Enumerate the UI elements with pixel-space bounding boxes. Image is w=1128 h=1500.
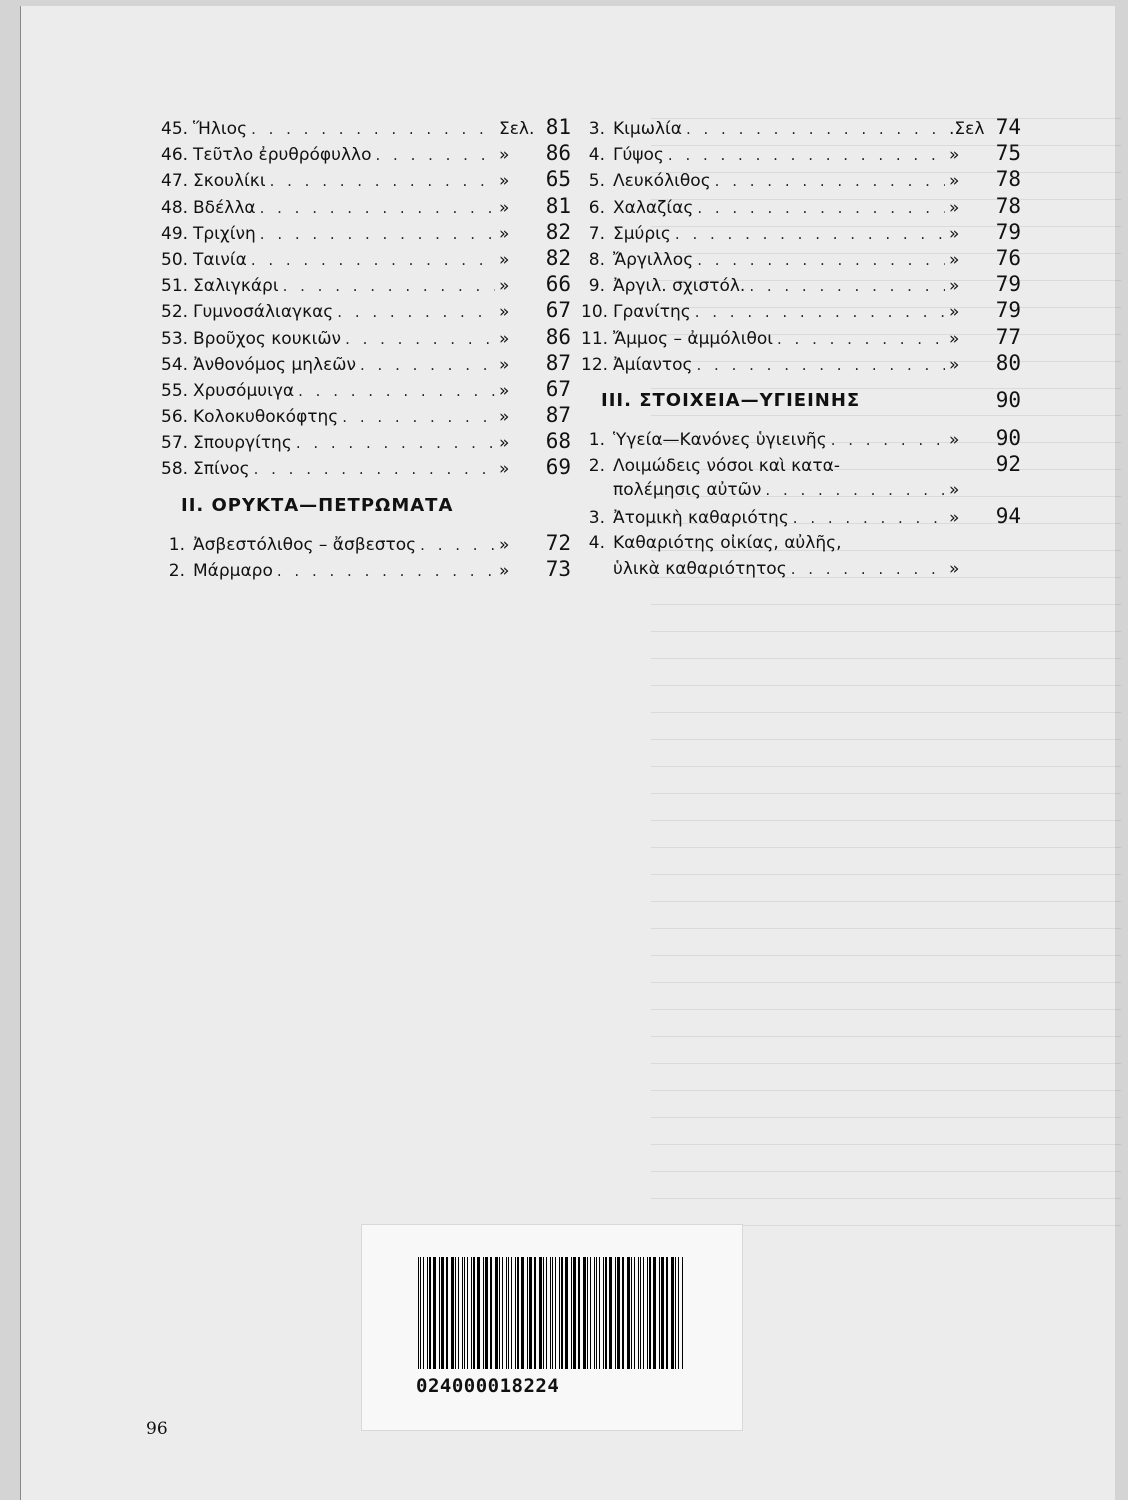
item-label: Κολοκυθοκόφτης [193,407,339,428]
toc-row [161,324,571,350]
leader-dots [254,456,495,482]
page-number: 96 [146,1419,168,1439]
item-page: 82 [545,245,571,270]
toc-row [161,166,571,192]
toc-row [161,140,571,166]
toc-row [581,556,1021,582]
item-mark: » [499,223,510,244]
item-number: 55. [161,380,189,401]
leader-dots [337,299,495,325]
item-label: Γυμνοσάλιαγκας [193,302,334,323]
leader-dots [777,326,945,352]
item-mark: » [949,249,960,270]
leader-dots [675,221,945,247]
item-mark: .Σελ [949,119,985,139]
item-number: 46. [161,145,189,166]
item-label: Ἀτομικὴ καθαριότης [613,508,789,529]
item-mark: » [949,354,960,375]
item-mark: » [949,145,960,166]
item-mark: Σελ. [499,119,535,139]
item-number: 57. [161,433,189,454]
toc-row [581,245,1021,271]
item-number: 3. [588,119,605,139]
item-label: Γύψος [613,145,664,166]
item-label: Ταινία [193,249,247,270]
item-label: Χαλαζίας [613,197,694,218]
item-number: 53. [161,328,189,349]
toc-row [581,503,1021,529]
item-mark: » [499,171,510,192]
item-label: Ἥλιος [193,119,248,139]
leader-dots [251,247,495,273]
item-mark: » [499,197,510,218]
item-mark: » [949,429,960,450]
left-items [161,114,571,481]
leader-dots [831,427,945,453]
item-label: Καθαριότης οἰκίας, αὐλῆς, [613,532,842,553]
leader-dots [695,299,945,325]
item-mark: » [949,223,960,244]
item-page: 79 [995,298,1021,323]
leader-dots [697,195,945,221]
item-page: 79 [995,272,1021,297]
item-number: 1. [588,429,605,450]
leader-dots [345,326,495,352]
item-mark: » [499,249,510,270]
item-number: 7. [588,223,605,244]
item-mark: » [949,197,960,218]
item-page: 73 [545,556,571,581]
item-number: 4. [588,532,605,553]
item-number: 56. [161,407,189,428]
item-mark: » [949,171,960,192]
item-page: 76 [995,245,1021,270]
toc-row [581,451,1021,477]
item-mark: » [499,459,510,480]
item-label: Ἀνθονόμος μηλεῶν [193,354,356,375]
item-label: Βδέλλα [193,197,256,218]
item-label: Ἄργιλλος [613,249,694,270]
item-label: Βροῦχος κουκιῶν [193,328,342,349]
item-number: 1. [168,534,185,555]
toc-row [161,114,571,140]
leader-dots [686,116,945,142]
item-number: 2. [168,560,185,581]
item-page: 87 [545,350,571,375]
leader-dots [376,142,496,168]
item-page: 81 [545,193,571,218]
toc-row [161,402,571,428]
leader-dots [283,273,495,299]
item-mark: » [499,145,510,166]
item-page: 78 [995,167,1021,192]
toc-row [581,114,1021,140]
barcode-digits: 024000018224 [416,1375,560,1397]
leader-dots [360,352,495,378]
toc-row [161,530,571,556]
item-page: 86 [545,324,571,349]
item-page: 65 [545,167,571,192]
toc-row [581,166,1021,192]
toc-row [581,193,1021,219]
item-number: 9. [588,276,605,297]
item-page: 87 [545,403,571,428]
item-number: 5. [588,171,605,192]
item-label: Σπουργίτης [193,433,292,454]
item-page: 78 [995,193,1021,218]
item-page: 69 [545,455,571,480]
item-label: Μάρμαρο [193,560,273,581]
item-label: Σκουλίκι [193,171,266,192]
item-number: 2. [588,456,605,477]
item-page: 94 [995,504,1021,529]
item-label: Ἀσβεστόλιθος – ἄσβεστος [193,534,417,555]
item-page: 79 [995,219,1021,244]
item-page: 92 [995,452,1021,477]
item-page: 77 [995,324,1021,349]
leader-dots [298,378,495,404]
item-label: Σπίνος [193,459,250,480]
item-number: 6. [588,197,605,218]
item-number: 54. [161,354,189,375]
item-label: Λευκόλιθος [613,171,711,192]
item-mark: » [949,480,960,501]
barcode-image [416,1257,688,1369]
item-label: Ἀμίαντος [613,354,693,375]
item-mark: » [949,302,960,323]
barcode-label [361,1224,743,1431]
item-number: 58. [161,459,189,480]
item-page: 81 [545,115,571,139]
heading-page: 90 [995,388,1021,413]
item-page: 67 [545,298,571,323]
section-2-items [161,530,571,582]
item-number: 47. [161,171,189,192]
item-label: Σμύρις [613,223,671,244]
item-mark: » [499,380,510,401]
toc-row [581,324,1021,350]
toc-row [581,350,1021,376]
item-page: 74 [995,115,1021,139]
item-label: Τεῦτλο ἐρυθρόφυλλο [193,145,372,166]
book-page [20,6,1115,1500]
toc-row [581,297,1021,323]
item-page: 67 [545,376,571,401]
item-label: Γρανίτης [613,302,691,323]
item-label: Σαλιγκάρι [193,276,279,297]
item-label: πολέμησις αὐτῶν [613,480,762,501]
item-number: 48. [161,197,189,218]
item-label: Χρυσόμυιγα [193,380,295,401]
item-number: 4. [588,145,605,166]
leader-dots [697,247,945,273]
item-label: Κιμωλία [613,119,682,139]
item-mark: » [499,328,510,349]
item-page: 90 [995,425,1021,450]
toc-left-column [161,114,571,582]
item-mark: » [499,354,510,375]
item-page: 75 [995,141,1021,166]
toc-row [161,219,571,245]
toc-row [161,245,571,271]
leader-dots [277,558,495,584]
toc-row [161,193,571,219]
leader-dots [260,195,495,221]
leader-dots [668,142,945,168]
leader-dots [296,430,495,456]
item-mark: » [499,534,510,555]
toc-row [161,376,571,402]
leader-dots [420,532,495,558]
item-page: 72 [545,530,571,555]
item-number: 11. [581,328,609,349]
leader-dots [765,477,945,503]
toc-row [581,530,1021,556]
item-mark: » [949,276,960,297]
item-label: Τριχίνη [193,223,256,244]
section-heading-row [581,376,1021,425]
item-page: 66 [545,272,571,297]
toc-row [581,140,1021,166]
item-mark: » [499,276,510,297]
leader-dots [260,221,495,247]
leader-dots [791,556,945,582]
item-number: 45. [161,119,189,139]
item-mark: » [949,328,960,349]
item-number: 49. [161,223,189,244]
item-number: 51. [161,276,189,297]
toc-row [581,425,1021,451]
item-mark: » [949,508,960,529]
item-label: Ἄμμος – ἀμμόλιθοι [613,328,773,349]
item-number: 10. [581,302,609,323]
item-mark: » [499,560,510,581]
right-items [581,114,1021,376]
item-label: Λοιμώδεις νόσοι καὶ κατα- [613,456,840,477]
item-mark: » [499,302,510,323]
toc-row [161,271,571,297]
item-number: 8. [588,249,605,270]
leader-dots [749,273,945,299]
item-page: 80 [995,350,1021,375]
toc-row [581,219,1021,245]
leader-dots [697,352,945,378]
section-heading-hygiene: III. ΣΤΟΙΧΕΙΑ—ΥΓΙΕΙΝΗΣ [601,389,861,411]
item-number: 12. [581,354,609,375]
section-heading-minerals: II. ΟΡΥΚΤΑ—ΠΕΤΡΩΜΑΤΑ [181,494,454,516]
item-label: Ὑγεία—Κανόνες ὑγιεινῆς [613,429,827,450]
leader-dots [251,116,495,142]
section-3-items [581,425,1021,582]
item-page: 68 [545,429,571,454]
item-mark: » [499,407,510,428]
item-mark: » [499,433,510,454]
item-label: ὑλικὰ καθαριότητος [613,558,787,579]
toc-row [161,428,571,454]
item-number: 50. [161,249,189,270]
toc-row [161,454,571,480]
toc-row [581,271,1021,297]
toc-row [161,350,571,376]
leader-dots [342,404,495,430]
item-number: 52. [161,302,189,323]
item-number: 3. [588,508,605,529]
leader-dots [270,168,495,194]
item-mark: » [949,558,960,579]
toc-right-column [581,114,1021,582]
toc-row [581,477,1021,503]
item-label: Ἀργιλ. σχιστόλ. [613,276,746,297]
toc-row [161,556,571,582]
item-page: 82 [545,219,571,244]
item-page: 86 [545,141,571,166]
leader-dots [793,505,945,531]
toc-row [161,297,571,323]
leader-dots [715,168,945,194]
